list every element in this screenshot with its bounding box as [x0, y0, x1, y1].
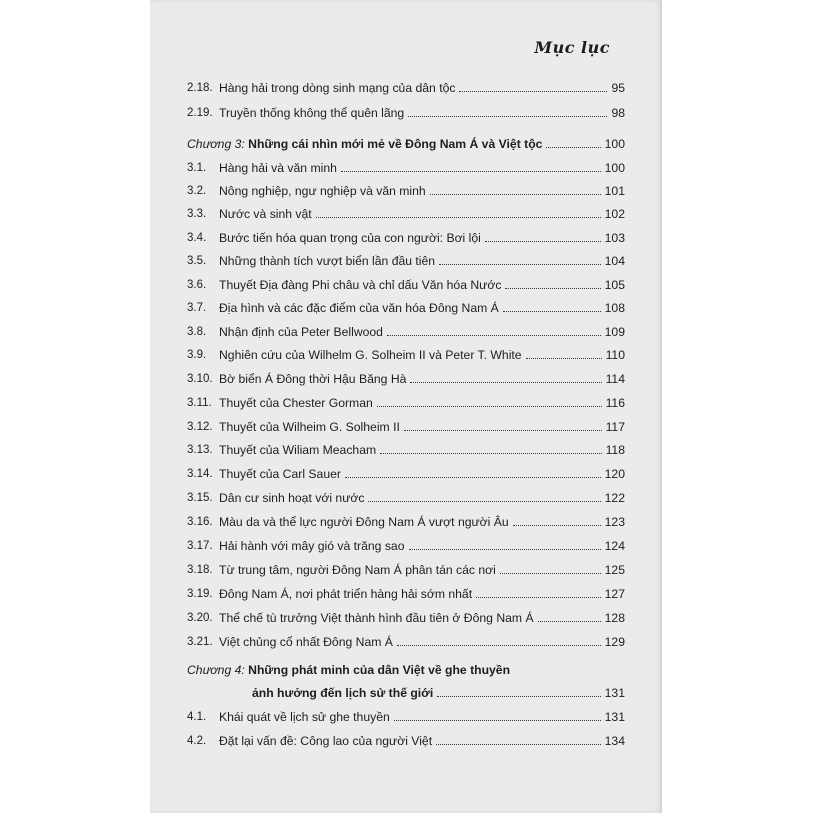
toc-entry [187, 201, 625, 221]
entry-page: 120 [604, 467, 625, 481]
entry-title: Hải hành với mây gió và trăng sao [219, 539, 405, 553]
entry-number: 3.18. [187, 564, 213, 576]
dot-leader [430, 194, 601, 195]
entry-page: 98 [611, 106, 625, 120]
dot-leader [316, 217, 601, 218]
entry-page: 110 [605, 348, 625, 362]
entry-title: Màu da và thể lực người Đông Nam Á vượt người Âu [219, 515, 509, 529]
entry-page: 102 [604, 207, 625, 221]
chapter-page: 131 [604, 686, 625, 700]
entry-page: 118 [605, 443, 625, 457]
chapter-page: 100 [604, 137, 625, 151]
dot-leader [341, 171, 601, 172]
entry-title: Hàng hải trong dòng sinh mạng của dân tộc [219, 81, 456, 95]
entry-number: 3.16. [187, 516, 213, 528]
toc-entry [187, 178, 625, 198]
dot-leader [397, 645, 601, 646]
entry-title: Truyền thống không thể quên lãng [219, 106, 405, 120]
entry-page: 95 [611, 81, 625, 95]
toc-entry [187, 248, 625, 268]
toc-entry [187, 75, 625, 95]
entry-title: Đông Nam Á, nơi phát triển hàng hải sớm nhất [219, 587, 473, 601]
dot-leader [500, 573, 601, 574]
toc-entry [187, 437, 625, 457]
dot-leader [437, 696, 600, 697]
dot-leader [410, 382, 601, 383]
dot-leader [409, 549, 601, 550]
entry-number: 4.2. [187, 735, 207, 747]
dot-leader [503, 311, 601, 312]
entry-page: 129 [604, 635, 625, 649]
entry-number: 3.4. [187, 232, 207, 244]
toc-entry [187, 225, 625, 245]
entry-title: Những thành tích vượt biển lần đầu tiên [219, 254, 436, 268]
dot-leader [345, 477, 601, 478]
toc-entry [187, 581, 625, 601]
entry-title: Nghiên cứu của Wilhelm G. Solheim II và Peter T. White [219, 348, 522, 362]
entry-page: 104 [604, 254, 625, 268]
entry-number: 3.1. [187, 162, 207, 174]
entry-number: 3.14. [187, 468, 213, 480]
toc-entry [187, 414, 625, 434]
dot-leader [436, 744, 601, 745]
entry-number: 3.5. [187, 255, 207, 267]
entry-title: Thuyết của Wiliam Meacham [219, 443, 377, 457]
entry-number: 3.12. [187, 421, 213, 433]
entry-number: 3.8. [187, 326, 207, 338]
entry-number: 3.20. [187, 612, 213, 624]
dot-leader [439, 264, 601, 265]
dot-leader [408, 116, 607, 117]
entry-number: 3.6. [187, 279, 207, 291]
toc-entry [187, 272, 625, 292]
chapter-4-heading-line2 [252, 680, 625, 700]
dot-leader [377, 406, 602, 407]
entry-number: 3.7. [187, 302, 207, 314]
entry-page: 108 [604, 301, 625, 315]
entry-page: 124 [604, 539, 625, 553]
chapter-4-heading [187, 663, 510, 677]
toc-entry [187, 155, 625, 175]
background-right [662, 0, 813, 813]
entry-title: Từ trung tâm, người Đông Nam Á phân tán các nơi [219, 563, 496, 577]
entry-title: Thuyết của Carl Sauer [219, 467, 341, 481]
entry-title: Bước tiến hóa quan trọng của con người: Bơi lội [219, 231, 481, 245]
toc-entry [187, 605, 625, 625]
entry-number: 3.2. [187, 185, 207, 197]
toc-entry [187, 728, 625, 748]
chapter-title: Những cái nhìn mới mẻ về Đông Nam Á và Việt tộc [248, 137, 543, 151]
entry-number: 3.15. [187, 492, 213, 504]
chapter-label: Chương 3: [187, 137, 245, 151]
entry-number: 3.19. [187, 588, 213, 600]
chapter-label: Chương 4: [187, 663, 245, 677]
entry-number: 3.3. [187, 208, 207, 220]
toc-entry [187, 319, 625, 339]
entry-page: 114 [605, 372, 625, 386]
entry-title: Khái quát về lịch sử ghe thuyền [219, 710, 390, 724]
toc-entry [187, 509, 625, 529]
entry-number: 3.10. [187, 373, 213, 385]
entry-page: 127 [604, 587, 625, 601]
toc-entry [187, 461, 625, 481]
dot-leader [513, 525, 601, 526]
entry-title: Địa hình và các đặc điểm của văn hóa Đông Nam Á [219, 301, 499, 315]
entry-title: Hàng hải và văn minh [219, 161, 337, 175]
entry-title: Nhận định của Peter Bellwood [219, 325, 383, 339]
dot-leader [387, 335, 601, 336]
entry-page: 116 [605, 396, 625, 410]
entry-number: 3.17. [187, 540, 213, 552]
entry-page: 117 [605, 420, 625, 434]
entry-title: Nước và sinh vật [219, 207, 312, 221]
toc-entry [187, 533, 625, 553]
entry-page: 134 [604, 734, 625, 748]
dot-leader [404, 430, 602, 431]
entry-title: Thể chế tù trưởng Việt thành hình đầu tiên ở Đông Nam Á [219, 611, 534, 625]
entry-title: Việt chủng cổ nhất Đông Nam Á [219, 635, 393, 649]
entry-number: 4.1. [187, 711, 207, 723]
entry-number: 3.21. [187, 636, 213, 648]
toc-entry [187, 100, 625, 120]
entry-title: Bờ biển Á Đông thời Hậu Băng Hà [219, 372, 407, 386]
entry-page: 128 [604, 611, 625, 625]
entry-page: 122 [604, 491, 625, 505]
dot-leader [459, 91, 607, 92]
entry-page: 123 [604, 515, 625, 529]
entry-page: 109 [604, 325, 625, 339]
entry-title: Đặt lại vấn đề: Công lao của người Việt [219, 734, 433, 748]
dot-leader [526, 358, 602, 359]
entry-number: 3.11. [187, 397, 212, 409]
entry-page: 101 [604, 184, 625, 198]
toc-entry [187, 557, 625, 577]
toc-entry [187, 342, 625, 362]
entry-page: 105 [604, 278, 625, 292]
dot-leader [476, 597, 601, 598]
entry-title: Thuyết của Chester Gorman [219, 396, 373, 410]
entry-title: Nông nghiệp, ngư nghiệp và văn minh [219, 184, 426, 198]
chapter-3-heading [187, 131, 625, 151]
dot-leader [546, 147, 600, 148]
entry-title: Dân cư sinh hoạt với nước [219, 491, 365, 505]
entry-title: Thuyết của Wilheim G. Solheim II [219, 420, 400, 434]
chapter-title-line2: ảnh hưởng đến lịch sử thế giới [252, 686, 434, 700]
page-header-title: Mục lục [534, 38, 610, 57]
background-left [0, 0, 150, 813]
toc-entry [187, 704, 625, 724]
entry-number: 3.9. [187, 349, 207, 361]
toc-entry [187, 390, 625, 410]
dot-leader [505, 288, 600, 289]
entry-number: 2.18. [187, 82, 213, 94]
dot-leader [538, 621, 601, 622]
toc-entry [187, 485, 625, 505]
entry-page: 100 [604, 161, 625, 175]
entry-page: 131 [604, 710, 625, 724]
toc-entry [187, 629, 625, 649]
entry-page: 103 [604, 231, 625, 245]
toc-entry [187, 295, 625, 315]
dot-leader [368, 501, 600, 502]
dot-leader [380, 453, 601, 454]
toc-entry [187, 366, 625, 386]
entry-page: 125 [604, 563, 625, 577]
dot-leader [394, 720, 601, 721]
entry-title: Thuyết Địa đàng Phi châu và chỉ dấu Văn hóa Nước [219, 278, 502, 292]
book-page [150, 0, 662, 813]
entry-number: 2.19. [187, 107, 213, 119]
dot-leader [485, 241, 601, 242]
chapter-title-line1: Những phát minh của dân Việt về ghe thuyền [248, 663, 511, 677]
entry-number: 3.13. [187, 444, 213, 456]
